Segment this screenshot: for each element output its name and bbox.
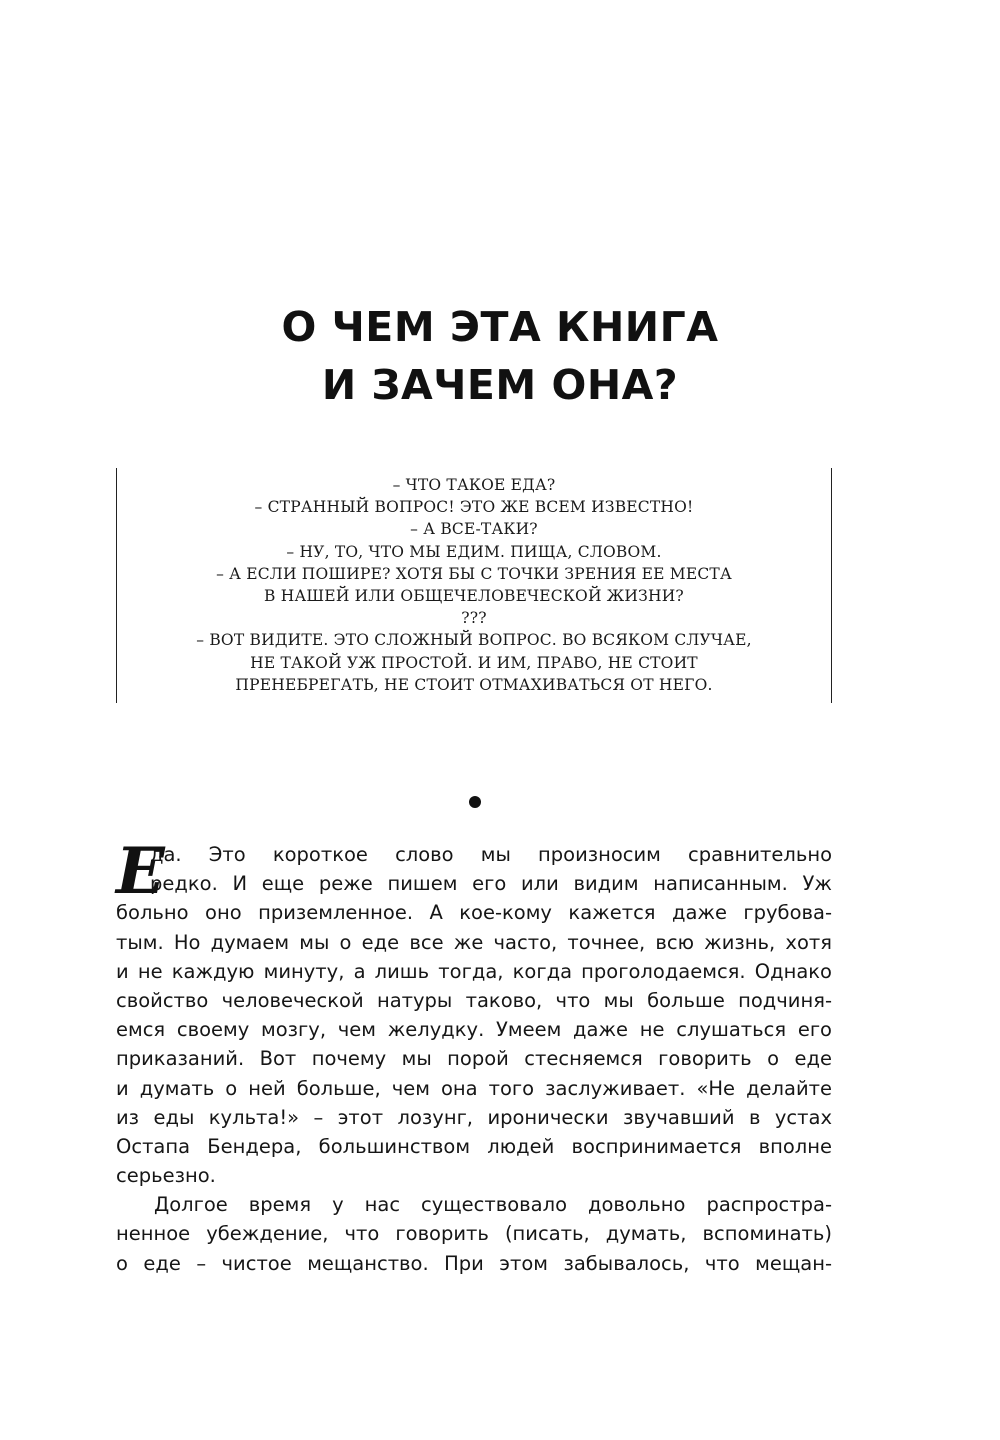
body-line: редко. И еще реже пишем его или видим написанным. Уж <box>150 872 832 896</box>
body-line: больно оно приземленное. А кое-кому кажется даже грубова- <box>116 901 832 925</box>
body-line: о еде – чистое мещанство. При этом забывалось, что мещан- <box>116 1251 832 1275</box>
section-divider-bullet-icon <box>469 796 481 808</box>
chapter-title <box>0 298 1000 414</box>
epigraph-line: – СТРАННЫЙ ВОПРОС! ЭТО ЖЕ ВСЕМ ИЗВЕСТНО! <box>254 498 694 517</box>
epigraph-line: ПРЕНЕБРЕГАТЬ, НЕ СТОИТ ОТМАХИВАТЬСЯ ОТ НЕГО. <box>235 675 713 694</box>
epigraph-line: ??? <box>461 609 487 628</box>
epigraph-line: – ЧТО ТАКОЕ ЕДА? <box>392 476 556 494</box>
epigraph <box>116 468 832 703</box>
chapter-title-line-1: О ЧЕМ ЭТА КНИГА <box>281 303 719 351</box>
body-line: емся своему мозгу, чем желудку. Умеем даже не слушаться его <box>116 1018 832 1042</box>
body-line: и не каждую минуту, а лишь тогда, когда проголодаемся. Однако <box>116 959 832 983</box>
body-line: приказаний. Вот почему мы порой стесняемся говорить о еде <box>116 1047 832 1071</box>
epigraph-line: – А ЕСЛИ ПОШИРЕ? ХОТЯ БЫ С ТОЧКИ ЗРЕНИЯ ЕЕ МЕСТА <box>216 564 732 583</box>
body-line: тым. Но думаем мы о еде все же часто, точнее, всю жизнь, хотя <box>116 930 832 954</box>
body-line: свойство человеческой натуры таково, что мы больше подчиня- <box>116 988 832 1012</box>
epigraph-line: В НАШЕЙ ИЛИ ОБЩЕЧЕЛОВЕЧЕСКОЙ ЖИЗНИ? <box>264 587 684 606</box>
epigraph-line: – А ВСЕ-ТАКИ? <box>410 520 538 539</box>
body-line: Остапа Бендера, большинством людей воспринимается вполне <box>116 1134 832 1158</box>
epigraph-line: – ВОТ ВИДИТЕ. ЭТО СЛОЖНЫЙ ВОПРОС. ВО ВСЯКОМ СЛУЧАЕ, <box>196 631 752 650</box>
drop-cap: Е <box>116 834 165 909</box>
body-text <box>116 834 832 1278</box>
body-line: да. Это короткое слово мы произносим сравнительно <box>150 843 832 866</box>
body-line: ненное убеждение, что говорить (писать, думать, вспоминать) <box>116 1222 832 1246</box>
body-line: Долгое время у нас существовало довольно распростра- <box>154 1193 832 1217</box>
epigraph-line: НЕ ТАКОЙ УЖ ПРОСТОЙ. И ИМ, ПРАВО, НЕ СТОИТ <box>250 653 698 672</box>
body-line: из еды культа!» – этот лозунг, иронически звучавший в устах <box>116 1105 832 1129</box>
body-line: и думать о ней больше, чем она того заслуживает. «Не делайте <box>116 1076 832 1100</box>
chapter-title-line-2: И ЗАЧЕМ ОНА? <box>321 361 679 409</box>
body-line: серьезно. <box>116 1164 216 1188</box>
epigraph-line: – НУ, ТО, ЧТО МЫ ЕДИМ. ПИЩА, СЛОВОМ. <box>286 542 662 561</box>
